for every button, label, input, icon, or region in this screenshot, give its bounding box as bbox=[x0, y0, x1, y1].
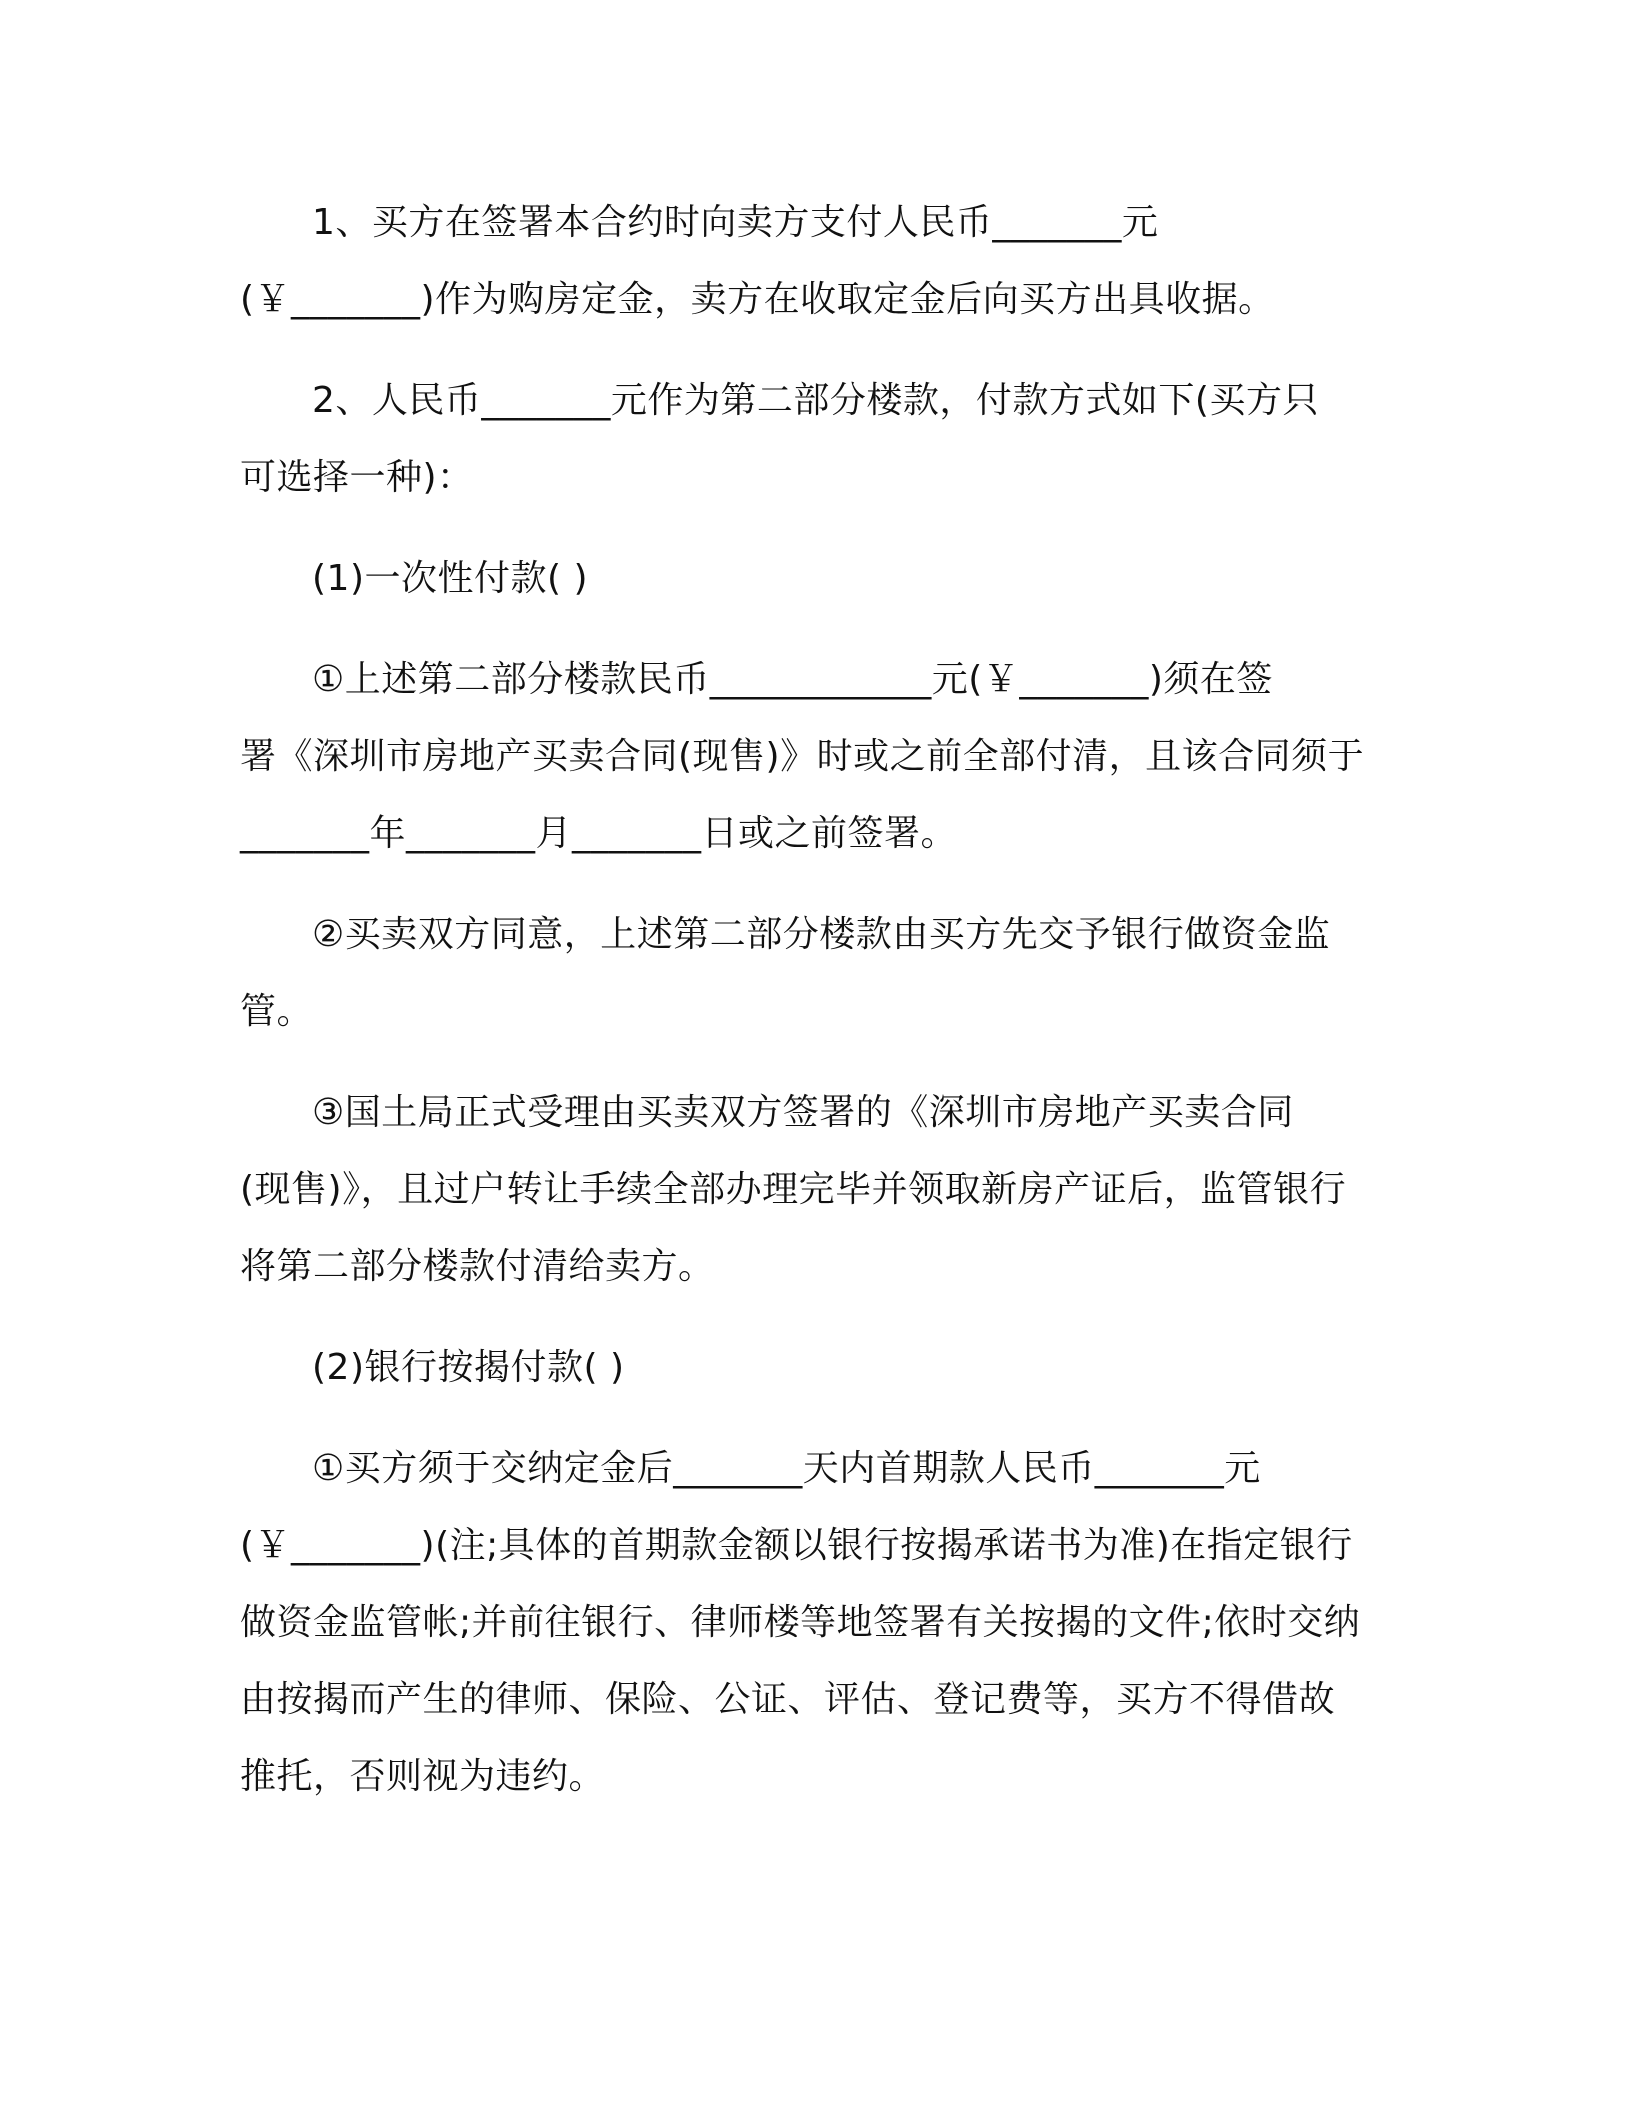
text-line: 1、买方在签署本合约时向卖方支付人民币_______元 bbox=[312, 202, 1159, 243]
text-line: ①上述第二部分楼款民币____________元(￥_______)须在签 bbox=[312, 659, 1273, 700]
text-line: _______年_______月_______日或之前签署。 bbox=[240, 813, 958, 854]
text-line: ②买卖双方同意，上述第二部分楼款由买方先交予银行做资金监 bbox=[312, 914, 1331, 955]
text-line: 2、人民币_______元作为第二部分楼款，付款方式如下(买方只 bbox=[312, 380, 1319, 421]
paragraph-lump-sum-item-3 bbox=[240, 1074, 1390, 1305]
text-line: (￥_______)作为购房定金，卖方在收取定金后向买方出具收据。 bbox=[240, 279, 1275, 320]
paragraph-deposit bbox=[240, 184, 1390, 338]
text-line: (2)银行按揭付款( ) bbox=[312, 1347, 625, 1388]
paragraph-second-payment bbox=[240, 362, 1390, 516]
text-line: 署《深圳市房地产买卖合同(现售)》时或之前全部付清，且该合同须于 bbox=[240, 736, 1365, 777]
paragraph-lump-sum-heading bbox=[240, 540, 1390, 617]
text-line: 将第二部分楼款付清给卖方。 bbox=[240, 1246, 715, 1287]
text-line: 由按揭而产生的律师、保险、公证、评估、登记费等，买方不得借故 bbox=[240, 1679, 1336, 1720]
text-line: 做资金监管帐;并前往银行、律师楼等地签署有关按揭的文件;依时交纳 bbox=[240, 1602, 1361, 1643]
paragraph-mortgage-item-1 bbox=[240, 1430, 1390, 1815]
text-line: ①买方须于交纳定金后_______天内首期款人民币_______元 bbox=[312, 1448, 1261, 1489]
text-line: (￥_______)(注;具体的首期款金额以银行按揭承诺书为准)在指定银行 bbox=[240, 1525, 1353, 1566]
text-line: 可选择一种)： bbox=[240, 457, 474, 498]
text-line: 管。 bbox=[240, 991, 314, 1032]
document-body bbox=[240, 184, 1390, 1839]
text-line: ③国土局正式受理由买卖双方签署的《深圳市房地产买卖合同 bbox=[312, 1092, 1294, 1133]
paragraph-lump-sum-item-1 bbox=[240, 641, 1390, 872]
text-line: (现售)》，且过户转让手续全部办理完毕并领取新房产证后，监管银行 bbox=[240, 1169, 1347, 1210]
text-line: 推托，否则视为违约。 bbox=[240, 1756, 606, 1797]
paragraph-lump-sum-item-2 bbox=[240, 896, 1390, 1050]
text-line: (1)一次性付款( ) bbox=[312, 558, 589, 599]
paragraph-mortgage-heading bbox=[240, 1329, 1390, 1406]
